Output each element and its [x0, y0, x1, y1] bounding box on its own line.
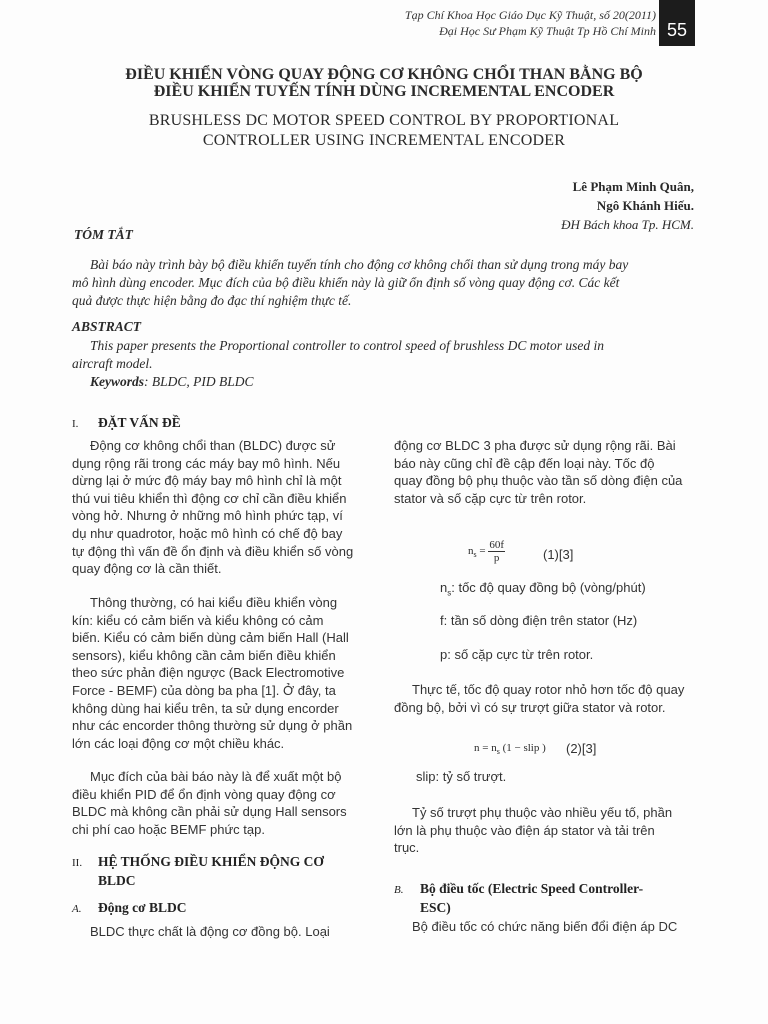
eq2-lhs: n = n — [474, 742, 497, 754]
abstract-line: aircraft model. — [72, 356, 153, 371]
abstract-body — [72, 337, 695, 391]
journal-name: Tạp Chí Khoa Học Giáo Dục Kỹ Thuật, số 20(2011) — [404, 8, 656, 22]
left-paragraph-1 — [72, 437, 374, 578]
title-english — [40, 111, 728, 151]
title-en-line: CONTROLLER USING INCREMENTAL ENCODER — [202, 132, 566, 149]
text-line: sensors), kiểu không cần cảm biến điều khiển — [72, 647, 336, 663]
text-line: stator và số cặp cực từ trên rotor. — [394, 490, 587, 506]
tomtat-heading: TÓM TẮT — [74, 227, 133, 242]
abstract-line: This paper presents the Proportional controller to control speed of brushless DC motor used in — [90, 338, 604, 353]
author-affiliation: ĐH Bách khoa Tp. HCM. — [561, 217, 694, 232]
tomtat-line: Bài báo này trình bày bộ điều khiển tuyến tính cho động cơ không chổi than sử dụng trong máy bay — [90, 257, 629, 272]
text-line: như các encorder thông thường sử dụng ở phần — [72, 718, 353, 734]
left-paragraph-4 — [90, 923, 374, 941]
section-2-heading — [72, 853, 374, 890]
text-line: BLDC mà không cần phải sử dụng Hall sensors — [72, 804, 347, 820]
text-line: BLDC thực chất là động cơ đồng bộ. Loại — [90, 924, 330, 939]
text-line: Force - BEMF) của dòng ba pha [1]. Ở đây, ta — [72, 682, 336, 698]
text-line: thú vui tiêu khiển thì động cơ chỉ cần điều khiển — [72, 490, 347, 506]
subsection-title: Bộ điều tốc (Electric Speed Controller- — [420, 881, 644, 896]
text-line: lớn các loại động cơ một chiều khác. — [72, 735, 285, 751]
def-p: p: số cặp cực từ trên rotor. — [440, 647, 594, 662]
right-paragraph-2 — [394, 681, 696, 716]
symbol-subscript: s — [447, 588, 452, 598]
text-line: điều khiển PID để ổn định vòng quay động cơ — [72, 786, 336, 802]
section-number: II. — [72, 857, 83, 869]
text-line: dừng lại ở mức độ máy bay mô hình chỉ là một — [72, 473, 342, 489]
eq1-subscript: s — [473, 550, 477, 560]
text-line: Tỷ số trượt phụ thuộc vào nhiều yếu tố, phần — [412, 805, 673, 820]
author-name: Lê Phạm Minh Quân, — [572, 179, 694, 194]
def-ns — [440, 579, 646, 602]
eq1-fraction — [488, 539, 505, 564]
text-line: theo sức phản điện ngược (Back Electromotive — [72, 665, 345, 681]
text-line: dụng rộng rãi trong các máy bay mô hình. Nếu — [72, 455, 341, 471]
text-line: lớn là phụ thuộc vào điện áp stator và tải trên — [394, 822, 655, 838]
eq2-rhs: (1 − slip ) — [499, 742, 546, 754]
title-vietnamese — [40, 66, 728, 100]
def-f: f: tần số dòng điện trên stator (Hz) — [440, 613, 638, 628]
right-paragraph-4 — [412, 918, 696, 936]
eq2-subscript: s — [496, 747, 500, 757]
text-line: Thông thường, có hai kiểu điều khiển vòng — [90, 595, 338, 610]
left-paragraph-3 — [72, 768, 374, 838]
title-en-line: BRUSHLESS DC MOTOR SPEED CONTROL BY PROPORTIONAL — [148, 112, 620, 129]
author-name: Ngô Khánh Hiếu. — [596, 198, 694, 213]
subsection-number: A. — [72, 903, 82, 915]
abstract-heading: ABSTRACT — [72, 319, 142, 334]
section-1-heading — [72, 414, 181, 433]
tomtat-line: quả được thực hiện bằng đo đạc thí nghiệm thực tế. — [72, 293, 352, 308]
text-line: chi phí cao hoặc BEMF phức tạp. — [72, 821, 265, 837]
page-number: 55 — [666, 20, 688, 40]
equation-2-ref: (2)[3] — [566, 741, 597, 756]
text-line: dụ như quadrotor, hoặc mô hình có chế độ bay — [72, 525, 343, 541]
def-slip: slip: tỷ số trượt. — [416, 769, 507, 784]
text-line: Bộ điều tốc có chức năng biến đổi điện áp DC — [412, 919, 678, 934]
keywords-line — [72, 373, 695, 391]
subsection-number: B. — [394, 884, 404, 896]
section-title: ĐẶT VẤN ĐỀ — [98, 415, 181, 430]
text-line: kín: kiểu có cảm biến và kiểu không có cảm — [72, 612, 324, 628]
title-vn-line: ĐIỀU KHIỂN VÒNG QUAY ĐỘNG CƠ KHÔNG CHỔI THAN BẰNG BỘ — [125, 66, 643, 83]
text-line: đồng bộ, bởi vì có sự trượt giữa stator và rotor. — [394, 699, 666, 715]
keywords-value: : BLDC, PID BLDC — [144, 374, 254, 389]
journal-header — [405, 7, 656, 39]
equation-1: $n_s$ = $\frac{60f}{p}$ — [468, 539, 505, 564]
equation-2 — [474, 742, 546, 756]
definition-text: : tốc độ quay đồng bộ (vòng/phút) — [451, 580, 646, 595]
text-line: động cơ BLDC 3 pha được sử dụng rộng rãi. Bài — [394, 438, 676, 453]
keywords-label: Keywords — [90, 374, 144, 389]
subsection-title-cont: ESC) — [420, 900, 451, 915]
text-line: vòng hở. Nhưng ở những mô hình phức tạp, ví — [72, 508, 343, 524]
text-line: không dùng hai kiểu trên, ta sử dụng encorder — [72, 700, 339, 716]
eq1-denominator: p — [493, 552, 500, 564]
title-vn-line: ĐIỀU KHIỂN TUYẾN TÍNH DÙNG INCREMENTAL ENCODER — [153, 83, 615, 100]
subsection-a-heading — [72, 899, 186, 918]
symbol: n — [440, 580, 448, 595]
tomtat-line: mô hình dùng encoder. Mục đích của bộ điều khiển này là giữ ổn định số vòng quay động cơ. Các kết — [72, 275, 620, 290]
eq1-lhs: n — [468, 545, 474, 558]
right-paragraph-1 — [394, 437, 696, 507]
text-line: tự động thì vấn đề ổn định và điều khiển số vòng — [72, 543, 354, 559]
page-number-box — [659, 0, 695, 46]
section-title-cont: BLDC — [98, 873, 136, 888]
right-paragraph-3 — [394, 804, 696, 857]
authors-block — [561, 177, 694, 234]
subsection-title: Động cơ BLDC — [98, 900, 187, 915]
section-number: I. — [72, 418, 79, 430]
equation-1-ref: (1)[3] — [543, 547, 574, 562]
left-paragraph-2 — [72, 594, 374, 752]
text-line: Thực tế, tốc độ quay rotor nhỏ hơn tốc độ quay — [412, 682, 685, 697]
eq1-numerator: 60f — [489, 539, 505, 551]
tomtat-body — [72, 256, 696, 310]
text-line: Mục đích của bài báo này là để xuất một bộ — [90, 769, 342, 784]
text-line: báo này cũng chỉ đề cập đến loại này. Tốc độ — [394, 455, 655, 471]
subsection-b-heading — [394, 880, 696, 917]
text-line: Động cơ không chổi than (BLDC) được sử — [90, 438, 336, 453]
university-name: Đại Học Sư Phạm Kỹ Thuật Tp Hồ Chí Minh — [439, 24, 656, 38]
text-line: quay đồng bộ phụ thuộc vào tần số dòng điện của — [394, 473, 683, 489]
text-line: trục. — [394, 840, 420, 856]
section-title: HỆ THỐNG ĐIỀU KHIỂN ĐỘNG CƠ — [98, 854, 324, 869]
text-line: quay động cơ là cần thiết. — [72, 561, 222, 577]
text-line: biến. Kiểu có cảm biến dùng cảm biến Hall (Hall — [72, 630, 349, 646]
